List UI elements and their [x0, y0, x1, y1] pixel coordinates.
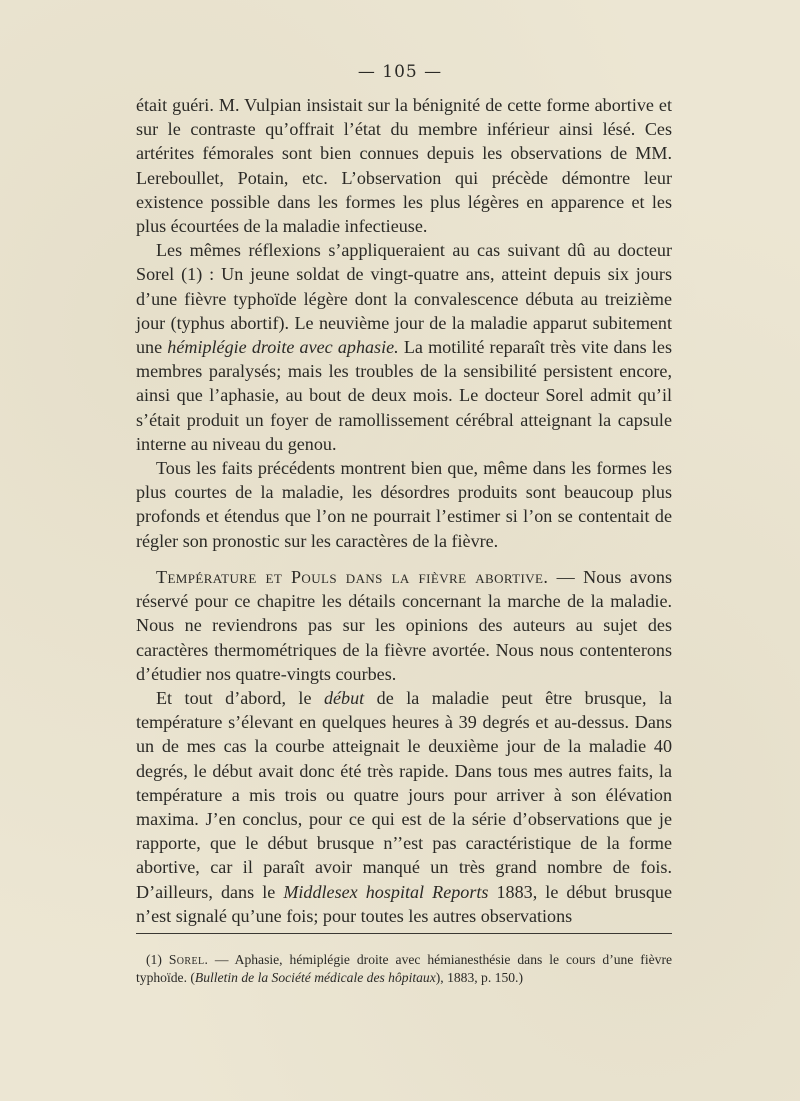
footnote-divider [136, 933, 672, 934]
paragraph-5-emphasis-reports: Middlesex hospital Reports [283, 881, 489, 902]
paragraph-3: Tous les faits précédents montrent bien que, même dans les formes les plus courtes de la maladie, les désordres produits sont beaucoup plus profonds et étendus que l’on ne pourrait l’estimer si l’on se contentait de régler son pronostic sur les caractères de la fièvre. [136, 458, 672, 551]
page-number: — 105 — [357, 62, 443, 82]
paragraph-5-emphasis-debut: début [323, 688, 365, 709]
paragraph-5-text-c: 1883, le début brusque n’est signalé qu’une fois; pour toutes les autres observations [136, 881, 672, 926]
paragraph-1: était guéri. M. Vulpian insistait sur la bénignité de cette forme abortive et sur le contraste qu’offrait l’état du membre inférieur ainsi lésé. Ces artérites fémorales sont bien connues depuis les observations de MM. Lereboullet, Potain, etc. L’observation qui précède démontre leur existence possible dans les formes les plus légères en apparence et les plus écourtées de la maladie infectieuse. [136, 95, 672, 237]
footnote-text [136, 951, 672, 987]
text-block-upper [136, 93, 672, 553]
text-block-lower [136, 565, 672, 928]
paragraph-4 [136, 565, 672, 686]
footnote-body: . — Aphasie, hémiplégie droite avec hémianesthésie dans le cours d’une fièvre typhoïde. ( [136, 952, 673, 985]
footnote [136, 951, 672, 987]
paragraph-4-text: — Nous avons réservé pour ce chapitre les détails concernant la marche de la maladie. Nous ne reviendrons pas sur les opinions des auteurs au sujet des caractères thermométriques de la fièvre avortée. Nous nous contenterons d’étudier nos quatre-vingts courbes. [136, 567, 672, 684]
paragraph-2-text: Les mêmes réflexions s’appliqueraient au cas suivant dû au docteur Sorel (1) : Un jeune soldat de vingt-quatre ans, atteint depuis six jours d’une fièvre typhoïde légère dont la convalescence débuta au treizième jour (typhus abortif). Le neuvième jour de la maladie apparut subitement une [136, 240, 672, 358]
footnote-journal: Bulletin de la Société médicale des hôpitaux [194, 970, 436, 985]
paragraph-2 [136, 238, 672, 456]
footnote-author: Sorel [168, 952, 205, 967]
paragraph-5 [136, 686, 672, 928]
paragraph-2-text-end: La motilité reparaît très vite dans les membres paralysés; mais les troubles de la sensibilité persistent encore, ainsi que l’aphasie, au bout de deux mois. Le docteur Sorel admit qu’il s’était produit un foyer de ramollissement cérébral atteignant la capsule interne au niveau du genou. [136, 337, 672, 454]
paragraph-5-text-b: de la maladie peut être brusque, la température s’élevant en quelques heures à 39 degrés et au-dessus. Dans un de mes cas la courbe atteignait le deuxième jour de la maladie 40 degrés, le début avait donc été très rapide. Dans tous mes autres faits, la température a mis trois ou quatre jours pour arriver à son élévation maxima. J’en conclus, pour ce qui est de la série d’observations que je rapporte, que le début brusque n’’est pas caractéristique de la forme abortive, car il paraît avoir manqué un très grand nombre de fois. D’ailleurs, dans le [136, 688, 673, 902]
section-heading: Température et Pouls dans la fièvre abortive. [156, 567, 549, 587]
footnote-marker: (1) [146, 952, 169, 967]
paragraph-2-emphasis: hémiplégie droite avec aphasie. [167, 337, 399, 358]
paragraph-5-text-a: Et tout d’abord, le [156, 688, 324, 709]
footnote-end: ), 1883, p. 150.) [435, 970, 523, 985]
